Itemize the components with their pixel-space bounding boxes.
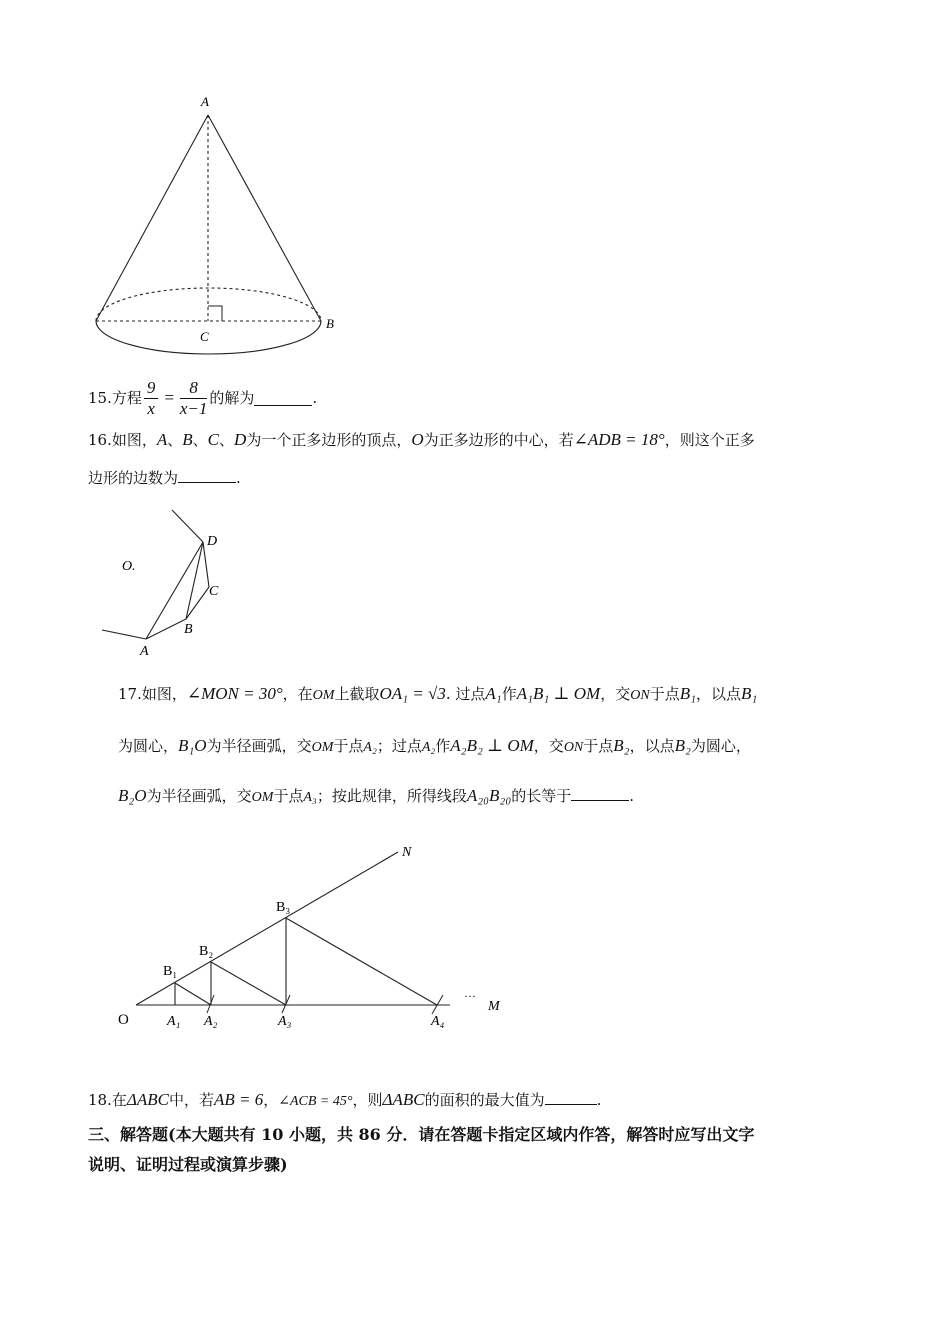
right-angle-mark: [208, 306, 222, 321]
segment-b1a2: [175, 983, 211, 1005]
fig17-label-m: M: [488, 999, 500, 1014]
q17-math: B₁O: [178, 736, 207, 755]
fig16-label-b: B: [184, 622, 193, 637]
q17-math: B₁: [741, 684, 758, 703]
q17-text: 的长等于: [511, 787, 572, 805]
fig16-label-o: O.: [122, 559, 136, 574]
q16-end: .: [236, 469, 241, 487]
cone-slant-left: [96, 115, 208, 321]
q18-math: ∠ACB = 45°: [278, 1094, 353, 1109]
q17-math: A₂: [421, 740, 436, 755]
q16-line1-c: 为正多边形的中心，若: [423, 431, 574, 449]
q18-answer-blank[interactable]: [545, 1090, 597, 1105]
q15-f1-den: x: [147, 398, 155, 418]
q17-text: ，交: [600, 685, 631, 703]
segment-b3a4: [286, 918, 437, 1005]
fig17-label-a4: A₄: [431, 1014, 445, 1029]
q17-text: ；过点: [376, 737, 422, 755]
q16-angle: ∠ADB = 18°: [573, 430, 665, 449]
cone-base-back: [96, 288, 321, 321]
q17-math: ON: [563, 740, 584, 755]
fig17-label-a2: A₂: [204, 1014, 218, 1029]
q17-angle: ∠MON = 30°: [186, 684, 283, 703]
fig17-label-dots: ···: [464, 989, 476, 1003]
q16-sep3: 、: [219, 431, 235, 449]
q17-text: . 过点: [445, 685, 486, 703]
q15-end: .: [312, 389, 318, 407]
q15-fraction-1: [144, 378, 159, 419]
q15-prefix: 15.方程: [88, 389, 142, 407]
q17-text: 于点: [649, 685, 680, 703]
q18-math: ΔABC: [126, 1090, 169, 1109]
section-3-heading-line-2: 说明、证明过程或演算步骤): [88, 1155, 288, 1174]
cone-label-c: C: [200, 329, 209, 344]
fig17-label-a1: A₁: [167, 1014, 181, 1029]
q17-math: B₁: [679, 684, 696, 703]
q17-text: 于点: [333, 737, 364, 755]
q16-line1-d: ，则这个正多: [664, 431, 755, 449]
q17-math: A₂₀B₂₀: [466, 786, 512, 805]
q17-answer-blank[interactable]: [571, 786, 629, 801]
fig17-label-b1: B₁: [163, 964, 178, 979]
fig17-label-n: N: [402, 845, 412, 860]
q15-equals: =: [163, 388, 175, 407]
fig17-label-o: O: [118, 1012, 129, 1028]
q15-fraction-2: [180, 378, 208, 419]
question-17-line-2: [118, 736, 751, 758]
q16-line1-a: 16.如图，: [88, 431, 157, 449]
fig16-label-c: C: [209, 584, 219, 599]
q16-a: A: [156, 430, 168, 449]
q18-end: .: [596, 1091, 602, 1109]
q17-text: ，以点: [629, 737, 675, 755]
fig16-label-d: D: [207, 534, 218, 549]
q17-math: OM: [251, 790, 274, 805]
q15-f2-den: x−1: [179, 398, 208, 418]
q17-text: 为半径画弧，交: [146, 787, 252, 805]
q18-text: 18.在: [88, 1091, 127, 1109]
q17-text: 作: [501, 685, 517, 703]
cone-slant-right: [208, 115, 321, 321]
q17-text: 上截取: [334, 685, 380, 703]
q17-text: 于点: [583, 737, 614, 755]
q17-math: A₁B₁ ⊥ OM: [516, 684, 601, 703]
polygon-figure: [95, 500, 235, 660]
q17-math: A₂B₂ ⊥ OM: [450, 736, 534, 755]
question-17-line-1: [118, 684, 757, 706]
q17-text: ，交: [533, 737, 564, 755]
q15-suffix: 的解为: [209, 389, 255, 407]
q17-math: OM: [312, 688, 335, 703]
q17-text: ，以点: [696, 685, 742, 703]
q18-text: 中，若: [168, 1091, 214, 1109]
polygon-edge-left: [102, 630, 146, 639]
q16-b: B: [182, 430, 193, 449]
q16-o: O: [411, 430, 424, 449]
q17-text: 为圆心，: [118, 737, 179, 755]
q15-f2-num: 8: [180, 378, 208, 399]
q17-math: B₂O: [118, 786, 147, 805]
q17-math: A₂: [363, 740, 377, 755]
angle-construction-figure: [110, 838, 520, 1038]
question-16-line-2: [88, 468, 241, 488]
q18-text: ，则: [352, 1091, 383, 1109]
q17-math: B₂: [674, 736, 691, 755]
q15-f1-num: 9: [144, 378, 159, 399]
fig16-label-a: A: [140, 644, 149, 659]
q17-text: 为圆心，: [690, 737, 751, 755]
section-3-heading-line-1: 三、解答题(本大题共有 10 小题，共 86 分．请在答题卡指定区域内作答，解答时应写出文字: [88, 1125, 755, 1144]
question-16-line-1: [88, 430, 755, 450]
q15-answer-blank[interactable]: [254, 391, 312, 406]
fig17-label-a3: A₃: [278, 1014, 292, 1029]
q17-end: .: [629, 787, 635, 805]
q17-text: ，在: [282, 685, 313, 703]
q16-line2: 边形的边数为: [88, 469, 179, 487]
cone-label-b: B: [326, 316, 334, 331]
q17-math: OA₁ = √3: [379, 684, 446, 703]
q16-c: C: [207, 430, 220, 449]
q17-math: A₁: [485, 684, 502, 703]
question-17-line-3: [118, 786, 634, 808]
q16-sep2: 、: [192, 431, 208, 449]
q17-math: OM: [311, 740, 334, 755]
question-18: [88, 1090, 601, 1112]
ray-on: [136, 852, 398, 1005]
q17-text: 于点: [273, 787, 304, 805]
q16-answer-blank[interactable]: [178, 468, 236, 483]
cone-figure: [85, 88, 355, 373]
q17-math: A₃: [303, 790, 317, 805]
q16-line1-b: 为一个正多边形的顶点，: [246, 431, 412, 449]
cone-label-a: A: [201, 94, 209, 109]
question-15: [88, 375, 317, 421]
fig17-label-b2: B₂: [199, 944, 214, 959]
fig17-label-b3: B₃: [276, 900, 291, 915]
q17-math: ON: [630, 688, 650, 703]
q17-text: ；按此规律，所得线段: [316, 787, 467, 805]
polygon-edge-top: [172, 510, 203, 542]
q17-text: 17.如图，: [118, 685, 187, 703]
q17-text: 为半径画弧，交: [206, 737, 312, 755]
q18-math: AB = 6: [213, 1090, 264, 1109]
q18-text: 的面积的最大值为: [424, 1091, 545, 1109]
q17-text: 作: [435, 737, 451, 755]
q16-d: D: [234, 430, 247, 449]
q18-math: ΔABC: [382, 1090, 425, 1109]
q16-sep1: 、: [167, 431, 183, 449]
segment-b2a3: [211, 962, 286, 1005]
q18-text: ，: [263, 1091, 279, 1109]
q17-math: B₂: [613, 736, 630, 755]
